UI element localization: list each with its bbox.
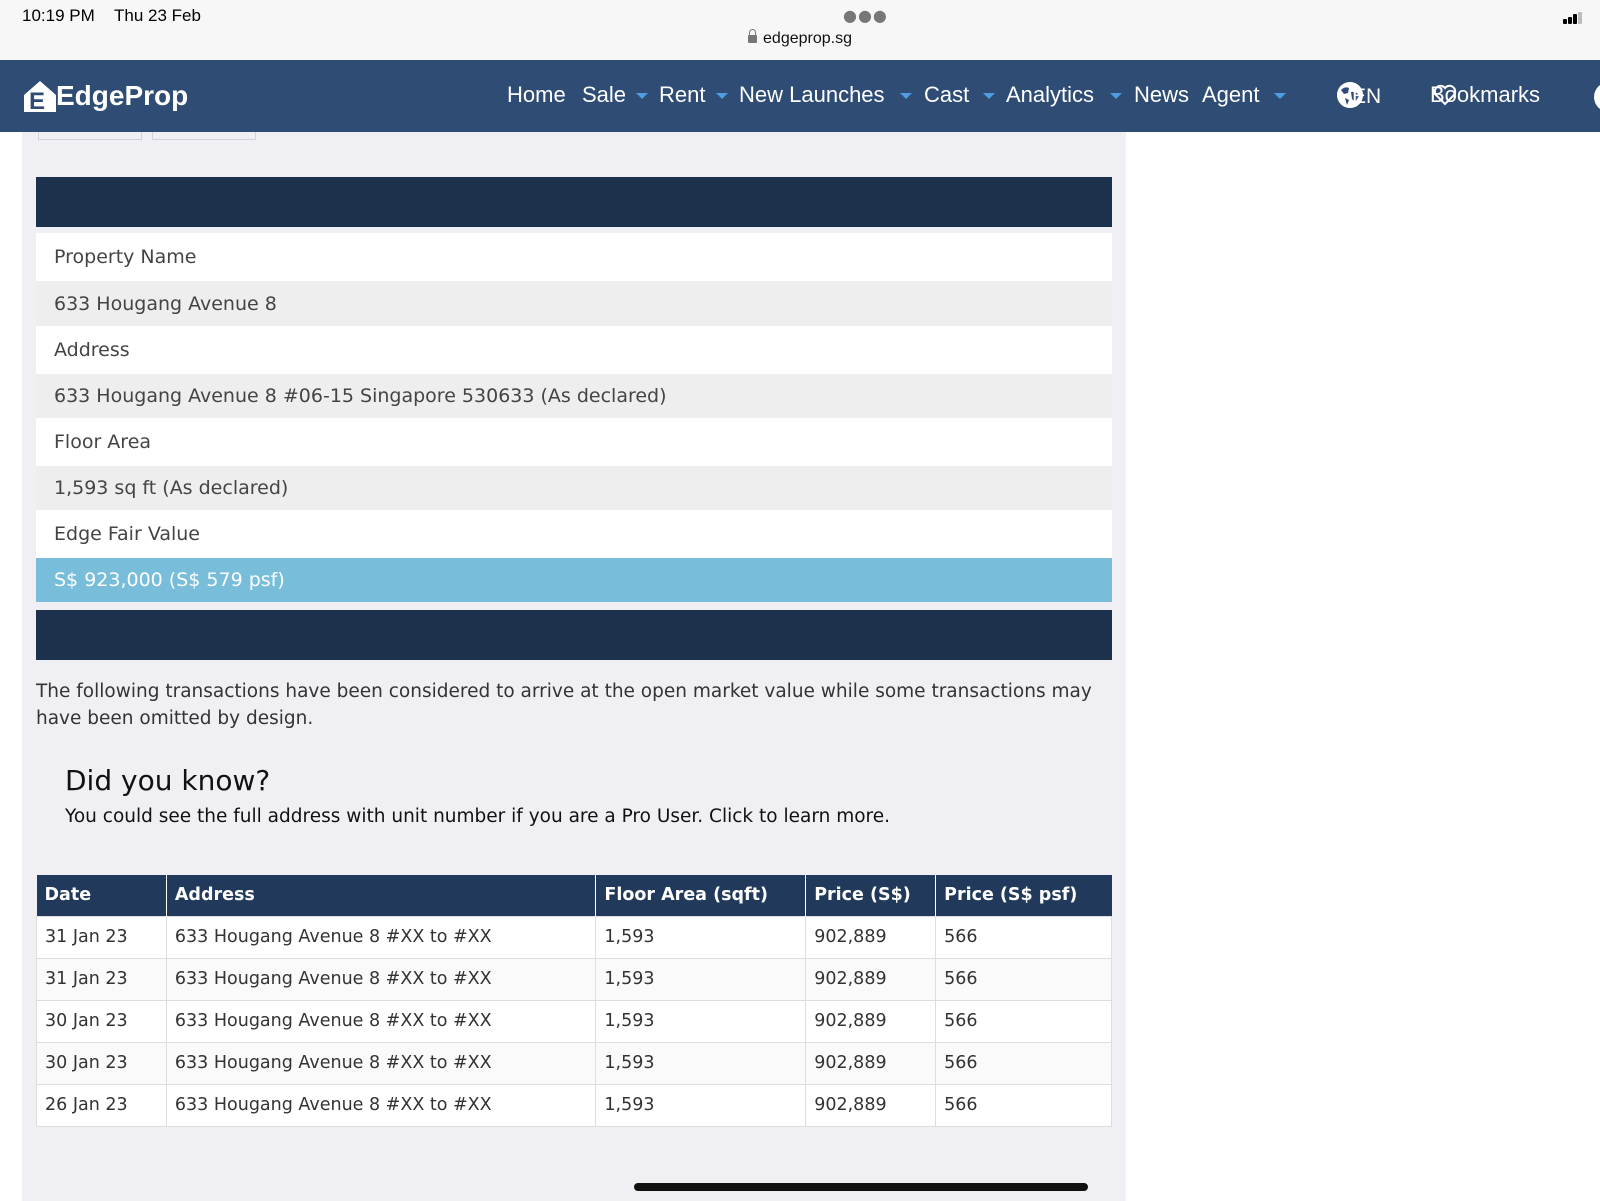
column-header-floor-area[interactable]: Floor Area (sqft) — [596, 875, 806, 916]
table-header-row — [37, 875, 1112, 916]
language-selector[interactable]: EN — [1352, 85, 1382, 108]
column-header-date[interactable]: Date — [37, 875, 167, 916]
chevron-down-icon[interactable] — [716, 93, 728, 99]
cell-floor-area: 1,593 — [596, 916, 806, 958]
did-you-know-title: Did you know? — [65, 764, 271, 797]
cell-address: 633 Hougang Avenue 8 #XX to #XX — [166, 1000, 596, 1042]
more-dots-icon[interactable]: ●●● — [843, 6, 888, 25]
cell-price-psf: 566 — [936, 1084, 1112, 1126]
cell-floor-area: 1,593 — [596, 1084, 806, 1126]
cell-floor-area: 1,593 — [596, 958, 806, 1000]
cell-price-psf: 566 — [936, 916, 1112, 958]
nav-cast[interactable]: Cast — [924, 82, 970, 107]
lock-icon — [748, 35, 757, 43]
chevron-down-icon[interactable] — [983, 93, 995, 99]
home-indicator[interactable] — [634, 1183, 1088, 1191]
cell-floor-area: 1,593 — [596, 1000, 806, 1042]
table-row — [37, 1084, 1112, 1126]
table-row — [37, 1042, 1112, 1084]
avatar[interactable] — [1594, 82, 1600, 112]
cell-address: 633 Hougang Avenue 8 #XX to #XX — [166, 916, 596, 958]
cell-price-psf: 566 — [936, 1042, 1112, 1084]
detail-label-property-name: Property Name — [36, 233, 1112, 281]
table-row — [37, 916, 1112, 958]
nav-agent[interactable]: Agent — [1202, 82, 1260, 107]
cell-date: 30 Jan 23 — [37, 1000, 167, 1042]
main-navbar — [0, 60, 1600, 132]
logo-text: EdgeProp — [56, 80, 189, 111]
status-bar — [0, 0, 1600, 60]
cell-date: 31 Jan 23 — [37, 958, 167, 1000]
nav-home[interactable]: Home — [507, 82, 566, 107]
cell-address: 633 Hougang Avenue 8 #XX to #XX — [166, 958, 596, 1000]
cell-price: 902,889 — [806, 916, 936, 958]
cell-date: 26 Jan 23 — [37, 1084, 167, 1126]
chevron-down-icon[interactable] — [1274, 93, 1286, 99]
pro-user-link[interactable]: You could see the full address with unit number if you are a Pro User. Click to learn more. — [65, 806, 891, 827]
status-date: Thu 23 Feb — [114, 6, 201, 25]
cell-price: 902,889 — [806, 1042, 936, 1084]
column-header-address[interactable]: Address — [166, 875, 596, 916]
house-logo-icon — [22, 78, 58, 114]
cell-price-psf: 566 — [936, 958, 1112, 1000]
cell-floor-area: 1,593 — [596, 1042, 806, 1084]
column-header-price-psf[interactable]: Price (S$ psf) — [936, 875, 1112, 916]
transactions-table — [36, 875, 1112, 1127]
nav-new-launches[interactable]: New Launches — [739, 82, 885, 107]
cell-price: 902,889 — [806, 1000, 936, 1042]
transactions-description: The following transactions have been considered to arrive at the open market value while some transactions may have been omitted by design. — [36, 681, 1092, 729]
detail-label-floor-area: Floor Area — [36, 418, 1112, 466]
chevron-down-icon[interactable] — [636, 93, 648, 99]
column-header-price[interactable]: Price (S$) — [806, 875, 936, 916]
detail-value-edge-fair-value: S$ 923,000 (S$ 579 psf) — [36, 558, 1112, 602]
status-time: 10:19 PM — [22, 6, 95, 25]
url-text: edgeprop.sg — [763, 30, 852, 47]
ghost-button[interactable] — [152, 132, 256, 140]
nav-rent[interactable]: Rent — [659, 82, 706, 107]
ghost-button[interactable] — [38, 132, 142, 140]
signal-icon — [1563, 12, 1585, 24]
cell-price-psf: 566 — [936, 1000, 1112, 1042]
cell-date: 31 Jan 23 — [37, 916, 167, 958]
nav-sale[interactable]: Sale — [582, 82, 627, 107]
section-header-bar — [36, 177, 1112, 227]
edgeprop-logo[interactable] — [22, 78, 188, 114]
svg-text:E: E — [29, 88, 46, 114]
section-header-bar — [36, 610, 1112, 660]
nav-news[interactable]: News — [1134, 82, 1190, 107]
cell-price: 902,889 — [806, 958, 936, 1000]
nav-bookmarks[interactable]: Bookmarks — [1430, 82, 1541, 107]
chevron-down-icon[interactable] — [900, 93, 912, 99]
cell-date: 30 Jan 23 — [37, 1042, 167, 1084]
cell-address: 633 Hougang Avenue 8 #XX to #XX — [166, 1042, 596, 1084]
cell-address: 633 Hougang Avenue 8 #XX to #XX — [166, 1084, 596, 1126]
detail-value-floor-area: 1,593 sq ft (As declared) — [36, 466, 1112, 510]
address-bar[interactable] — [0, 30, 1600, 48]
detail-label-address: Address — [36, 326, 1112, 374]
detail-value-address: 633 Hougang Avenue 8 #06-15 Singapore 530633 (As declared) — [36, 374, 1112, 418]
table-row — [37, 1000, 1112, 1042]
table-row — [37, 958, 1112, 1000]
detail-label-edge-fair-value: Edge Fair Value — [36, 510, 1112, 558]
nav-analytics[interactable]: Analytics — [1006, 82, 1095, 107]
cell-price: 902,889 — [806, 1084, 936, 1126]
chevron-down-icon[interactable] — [1110, 93, 1122, 99]
detail-value-property-name: 633 Hougang Avenue 8 — [36, 281, 1112, 326]
